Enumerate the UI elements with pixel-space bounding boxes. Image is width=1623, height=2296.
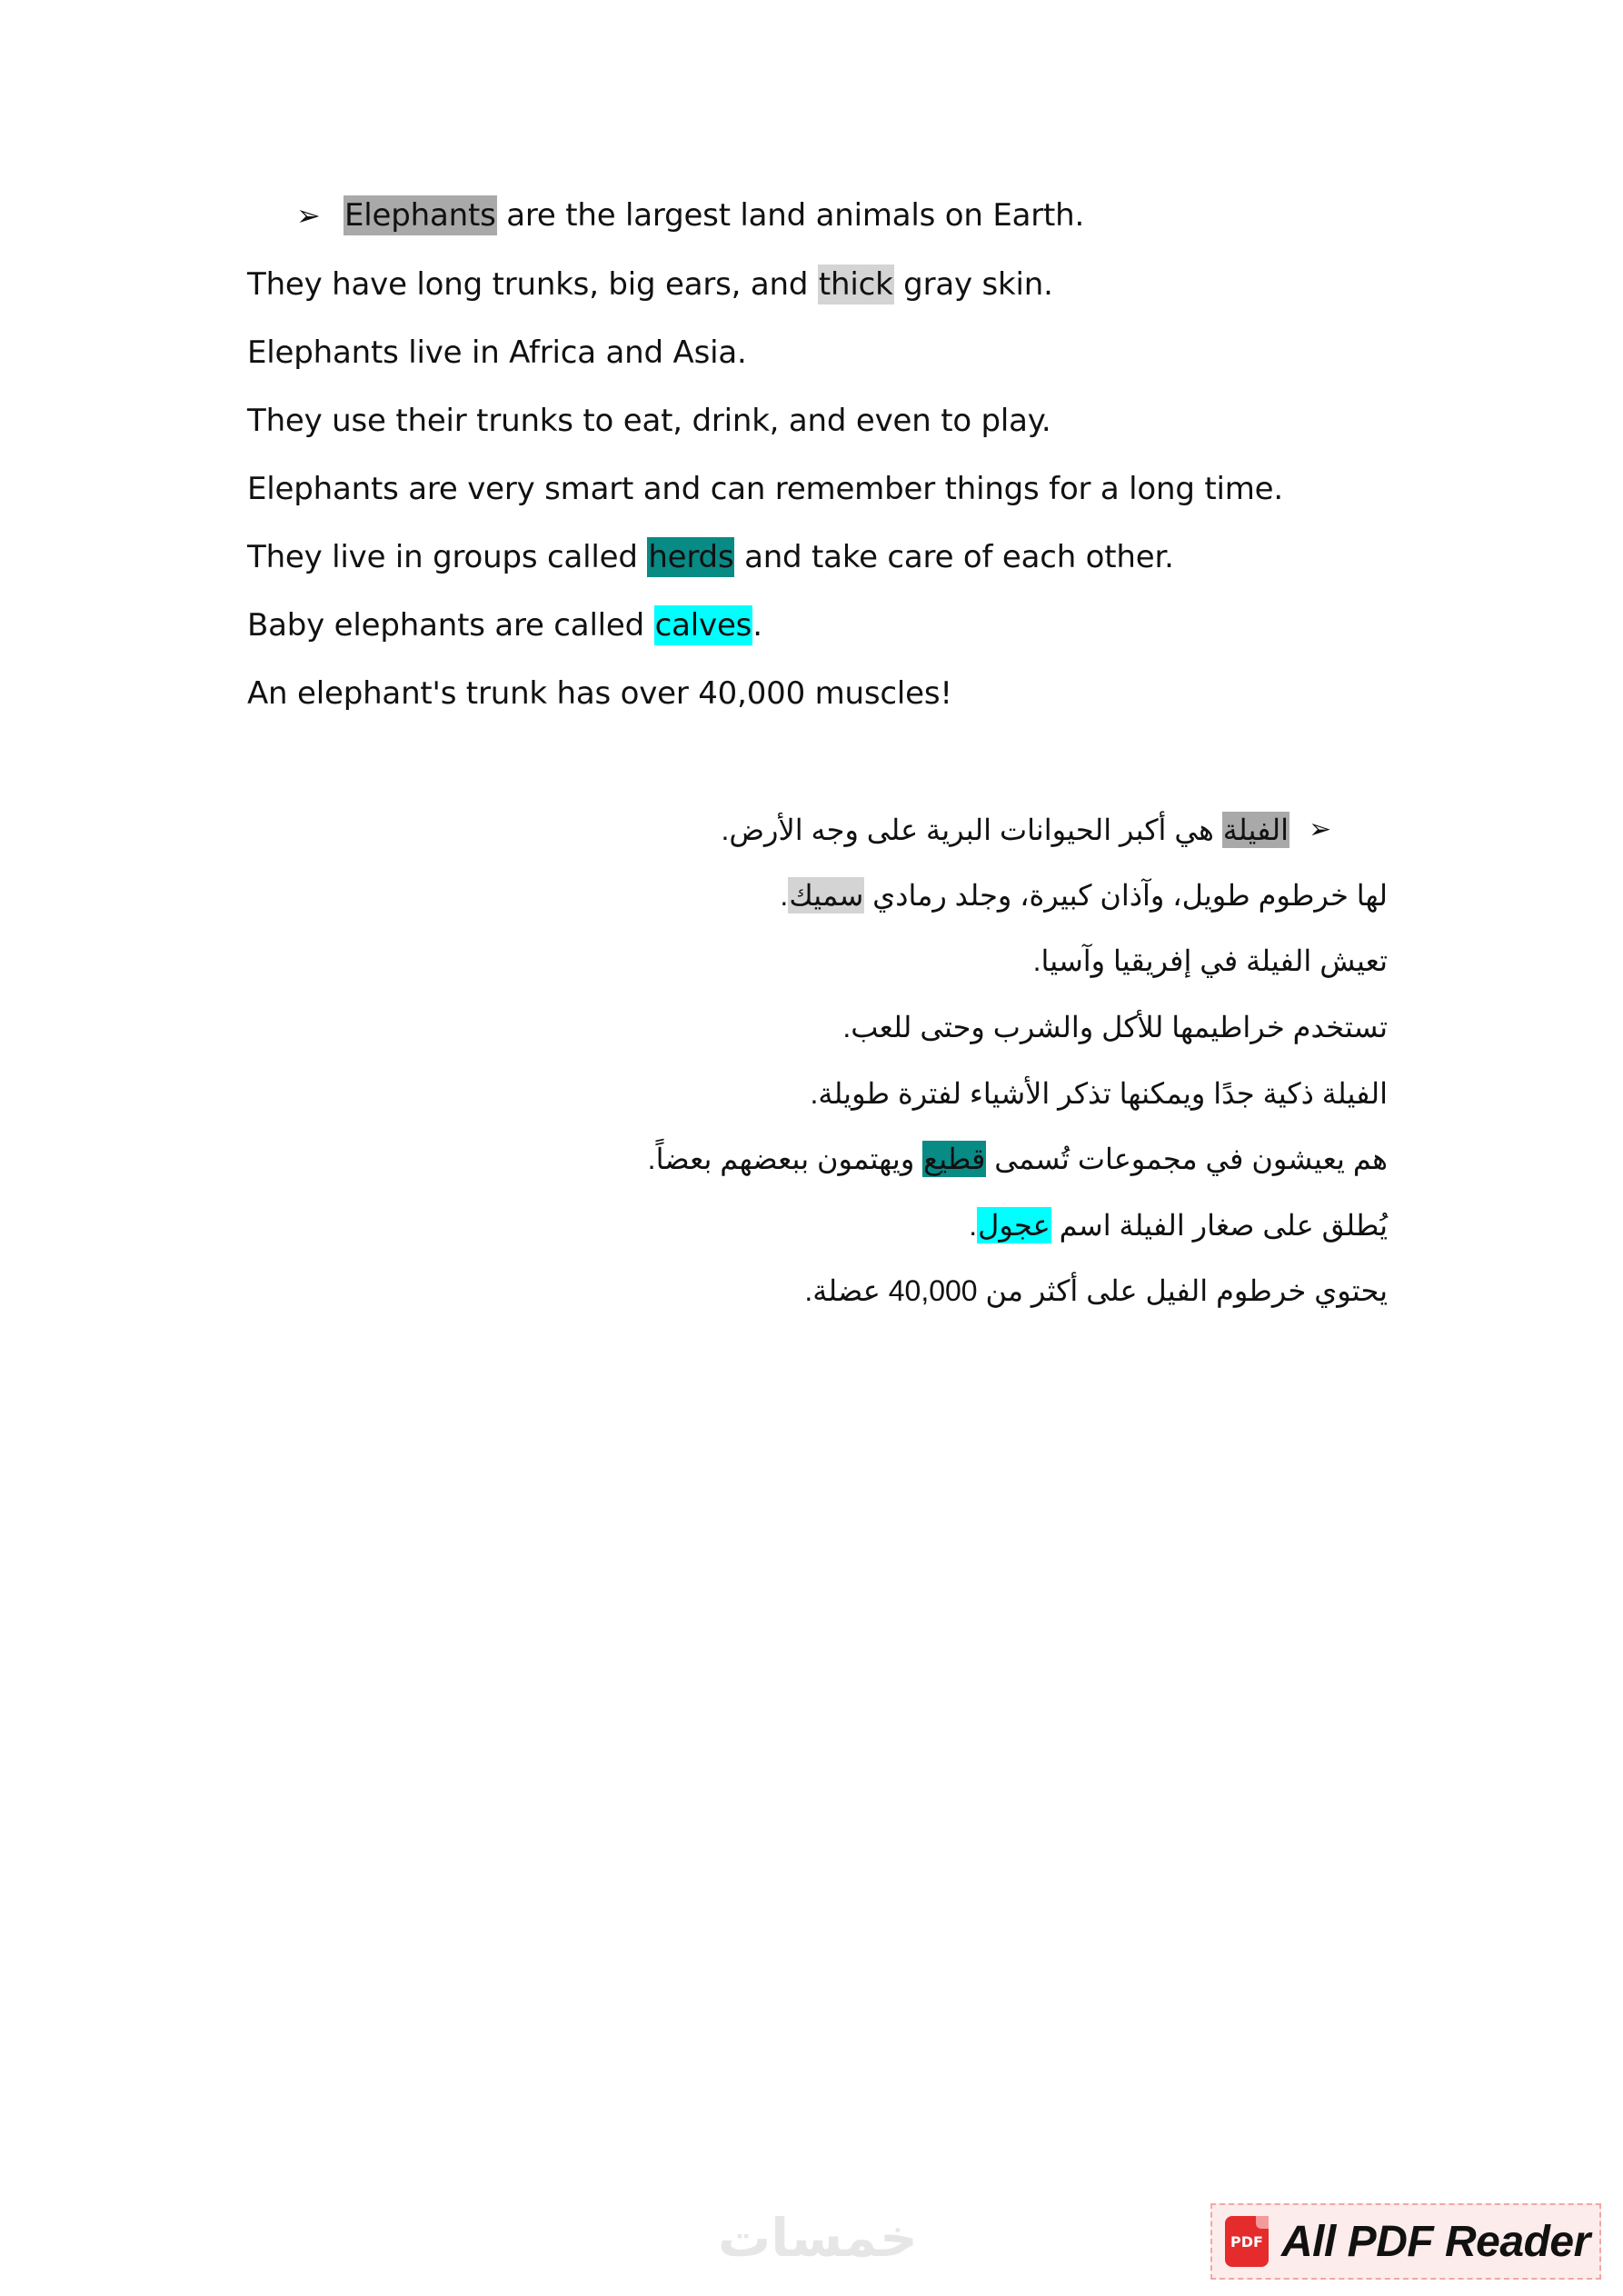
arabic-line-6 <box>648 1138 1388 1180</box>
english-line-1 <box>344 195 1084 236</box>
pdf-file-icon <box>1225 2216 1269 2267</box>
watermark-logo: خمسات <box>718 2207 918 2269</box>
english-line-2-before: They have long trunks, big ears, and <box>247 266 818 303</box>
english-line-7-after: . <box>752 607 762 644</box>
arabic-line-4: تستخدم خراطيمها للأكل والشرب وحتى للعب. <box>842 1011 1388 1043</box>
arabic-line-2-after: . <box>780 879 789 912</box>
arabic-line-8: يحتوي خرطوم الفيل على أكثر من 40,000 عضلة. <box>804 1274 1388 1307</box>
arabic-bullet-icon: ➢ <box>1309 814 1332 845</box>
pdf-icon-label: PDF <box>1230 2232 1263 2251</box>
english-line-5: Elephants are very smart and can remember things for a long time. <box>247 471 1283 507</box>
english-line-4: They use their trunks to eat, drink, and even to play. <box>247 403 1051 439</box>
english-bullet-icon: ➢ <box>296 198 321 233</box>
pdf-reader-badge[interactable] <box>1210 2203 1601 2280</box>
english-line-3: Elephants live in Africa and Asia. <box>247 334 747 371</box>
english-line-6-after: and take care of each other. <box>734 539 1174 575</box>
highlight-ujul: عجول <box>978 1209 1050 1242</box>
english-line-7-before: Baby elephants are called <box>247 607 654 644</box>
english-line-6-before: They live in groups called <box>247 539 648 575</box>
english-line-8: An elephant's trunk has over 40,000 muscles! <box>247 675 952 712</box>
pdf-reader-badge-label: All PDF Reader <box>1281 2217 1590 2266</box>
arabic-line-3: تعيش الفيلة في إفريقيا وآسيا. <box>1032 944 1388 977</box>
arabic-line-7-before: يُطلق على صغار الفيلة اسم <box>1050 1209 1388 1242</box>
arabic-line-1 <box>721 809 1289 851</box>
arabic-line-6-after: ويهتمون ببعضهم بعضاً. <box>647 1143 923 1175</box>
arabic-line-2 <box>780 874 1388 916</box>
english-line-7 <box>247 604 762 646</box>
highlight-samik: سميك <box>789 879 864 912</box>
arabic-line-2-before: لها خرطوم طويل، وآذان كبيرة، وجلد رمادي <box>864 879 1388 912</box>
english-line-6 <box>247 536 1174 578</box>
highlight-alfiyla: الفيلة <box>1222 814 1289 846</box>
arabic-line-1-text: هي أكبر الحيوانات البرية على وجه الأرض. <box>721 814 1222 846</box>
highlight-elephants: Elephants <box>344 197 496 234</box>
arabic-line-6-before: هم يعيشون في مجموعات تُسمى <box>986 1143 1388 1175</box>
arabic-line-7 <box>969 1204 1388 1246</box>
highlight-herds: herds <box>648 539 734 575</box>
english-line-2-after: gray skin. <box>893 266 1053 303</box>
english-line-2 <box>247 264 1053 305</box>
english-line-1-text: are the largest land animals on Earth. <box>496 197 1085 234</box>
arabic-line-5: الفيلة ذكية جدًا ويمكنها تذكر الأشياء لفترة طويلة. <box>810 1077 1388 1110</box>
highlight-qatie: قطيع <box>923 1143 986 1175</box>
highlight-thick: thick <box>818 266 893 303</box>
arabic-line-7-after: . <box>969 1209 978 1242</box>
highlight-calves: calves <box>654 607 752 644</box>
